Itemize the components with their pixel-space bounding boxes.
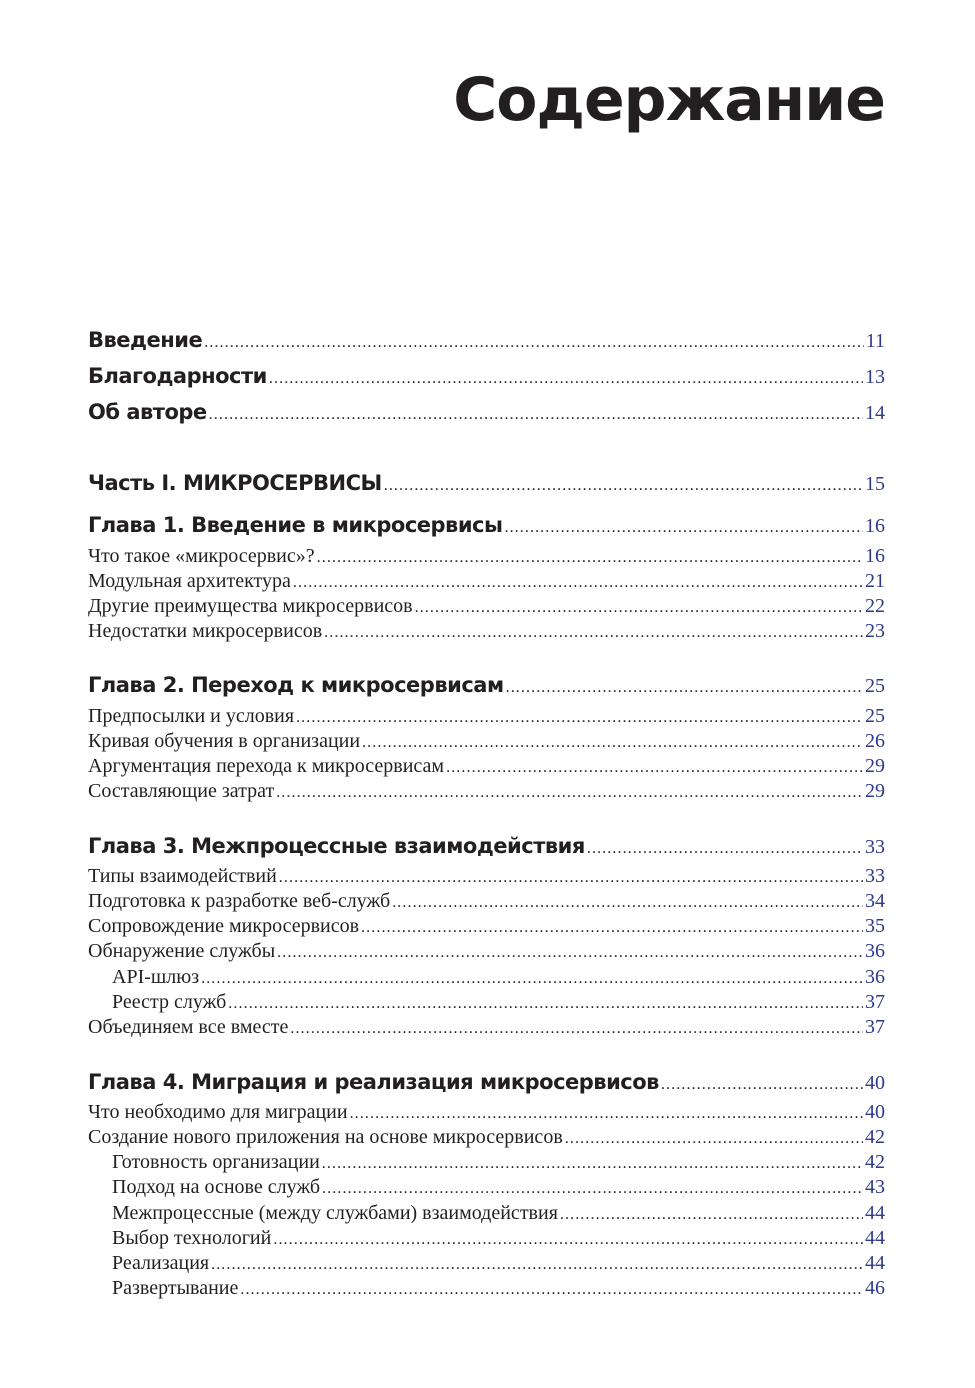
dot-leader (322, 1155, 863, 1173)
toc-entry-page: 16 (865, 515, 885, 537)
toc-subsection[interactable] (112, 991, 885, 1014)
toc-chapter-1[interactable] (88, 513, 885, 538)
toc-entry-title: Подход на основе служб (112, 1176, 321, 1198)
toc-entry-page: 29 (865, 780, 885, 802)
toc-entry-page: 23 (865, 620, 885, 642)
dot-leader (322, 1180, 863, 1198)
toc-entry-page: 37 (865, 991, 885, 1013)
toc-subsection[interactable] (112, 1176, 885, 1199)
toc-entry-page: 25 (865, 675, 885, 697)
toc-subsection[interactable] (112, 1277, 885, 1300)
toc-entry-page: 43 (865, 1176, 885, 1198)
toc-entry-page: 34 (865, 890, 885, 912)
toc-section[interactable] (88, 755, 885, 778)
dot-leader (446, 759, 863, 777)
toc-subsection[interactable] (112, 1227, 885, 1250)
toc-entry-page: 42 (865, 1151, 885, 1173)
toc-section[interactable] (88, 940, 885, 963)
toc-subsection[interactable] (112, 1252, 885, 1275)
dot-leader (290, 1020, 863, 1038)
toc-section[interactable] (88, 865, 885, 888)
toc-section[interactable] (88, 570, 885, 593)
toc-entry-page: 13 (865, 366, 885, 388)
toc-section[interactable] (88, 705, 885, 728)
dot-leader (279, 869, 863, 887)
toc-chapter-3[interactable] (88, 834, 885, 859)
dot-leader (277, 944, 863, 962)
toc-entry-page: 46 (865, 1277, 885, 1299)
toc-entry-title: Глава 3. Межпроцессные взаимодействия (88, 834, 585, 858)
toc-entry-title: Благодарности (88, 364, 267, 388)
dot-leader (506, 679, 863, 697)
toc-entry-page: 40 (865, 1072, 885, 1094)
dot-leader (661, 1076, 863, 1094)
toc-entry-page: 44 (865, 1202, 885, 1224)
toc-section[interactable] (88, 620, 885, 643)
toc-entry-page: 33 (865, 836, 885, 858)
toc-entry-title: Подготовка к разработке веб-служб (88, 890, 391, 912)
toc-entry-page: 36 (865, 940, 885, 962)
toc-entry-title: Глава 4. Миграция и реализация микросервисов (88, 1070, 659, 1094)
toc-entry-title: Создание нового приложения на основе микросервисов (88, 1126, 563, 1148)
toc-entry-title: Часть I. МИКРОСЕРВИСЫ (88, 471, 382, 495)
toc-entry-title: Реализация (112, 1252, 210, 1274)
page-title: Содержание (453, 65, 885, 135)
toc-subsection[interactable] (112, 1202, 885, 1225)
toc-entry-title: Аргументация перехода к микросервисам (88, 755, 445, 777)
dot-leader (361, 919, 863, 937)
dot-leader (276, 784, 863, 802)
dot-leader (273, 1231, 863, 1249)
dot-leader (293, 574, 863, 592)
toc-chapter-2[interactable] (88, 673, 885, 698)
toc-section[interactable] (88, 890, 885, 913)
toc-entry-title: Что такое «микросервис»? (88, 545, 315, 567)
dot-leader (324, 624, 863, 642)
dot-leader (201, 970, 863, 988)
dot-leader (209, 406, 863, 424)
toc-entry-title: Выбор технологий (112, 1227, 272, 1249)
toc-section[interactable] (88, 1016, 885, 1039)
toc-subsection[interactable] (112, 1151, 885, 1174)
toc-entry-page: 35 (865, 915, 885, 937)
toc-section[interactable] (88, 1126, 885, 1149)
toc-entry-title: Глава 1. Введение в микросервисы (88, 513, 503, 537)
dot-leader (269, 370, 863, 388)
toc-entry-title: Что необходимо для миграции (88, 1101, 348, 1123)
dot-leader (587, 840, 863, 858)
dot-leader (317, 549, 863, 567)
toc-entry-title: Готовность организации (112, 1151, 320, 1173)
toc-entry-title: Составляющие затрат (88, 780, 275, 802)
dot-leader (504, 519, 863, 537)
toc-entry-page: 42 (865, 1126, 885, 1148)
toc-entry-title: Модульная архитектура (88, 570, 291, 592)
dot-leader (362, 734, 863, 752)
dot-leader (565, 1130, 863, 1148)
toc-entry-title: Обнаружение службы (88, 940, 276, 962)
toc-entry-page: 15 (865, 473, 885, 495)
toc-section[interactable] (88, 780, 885, 803)
toc-part-1[interactable] (88, 471, 885, 496)
toc-entry-page: 21 (865, 570, 885, 592)
toc-entry-title: Об авторе (88, 400, 207, 424)
toc-entry-page: 40 (865, 1101, 885, 1123)
dot-leader (560, 1206, 863, 1224)
dot-leader (228, 995, 863, 1013)
toc-section[interactable] (88, 545, 885, 568)
toc-entry-page: 44 (865, 1252, 885, 1274)
toc-entry-title: Кривая обучения в организации (88, 730, 361, 752)
toc-entry-about-author[interactable] (88, 400, 885, 425)
toc-entry-acknowledgements[interactable] (88, 364, 885, 389)
toc-entry-title: Недостатки микросервисов (88, 620, 323, 642)
toc-entry-page: 11 (865, 330, 885, 352)
toc-entry-page: 37 (865, 1016, 885, 1038)
toc-section[interactable] (88, 915, 885, 938)
toc-entry-title: Введение (88, 328, 203, 352)
toc-entry-page: 26 (865, 730, 885, 752)
toc-entry-page: 36 (865, 966, 885, 988)
toc-entry-title: Реестр служб (112, 991, 227, 1013)
toc-entry-title: Межпроцессные (между службами) взаимодействия (112, 1202, 558, 1224)
toc-entry-title: Типы взаимодействий (88, 865, 277, 887)
toc-entry-title: Глава 2. Переход к микросервисам (88, 673, 504, 697)
toc-entry-page: 33 (865, 865, 885, 887)
dot-leader (392, 894, 863, 912)
toc-entry-page: 14 (865, 402, 885, 424)
toc-subsection[interactable] (112, 966, 885, 989)
dot-leader (211, 1256, 863, 1274)
toc-section[interactable] (88, 730, 885, 753)
toc-entry-title: API-шлюз (112, 966, 200, 988)
toc-entry-introduction[interactable] (88, 328, 885, 353)
toc-section[interactable] (88, 1101, 885, 1124)
toc-entry-title: Другие преимущества микросервисов (88, 595, 413, 617)
toc-section[interactable] (88, 595, 885, 618)
toc-entry-page: 44 (865, 1227, 885, 1249)
dot-leader (296, 709, 863, 727)
toc-entry-title: Объединяем все вместе (88, 1016, 289, 1038)
toc-entry-page: 29 (865, 755, 885, 777)
toc-chapter-4[interactable] (88, 1070, 885, 1095)
toc-entry-title: Сопровождение микросервисов (88, 915, 360, 937)
toc-entry-page: 25 (865, 705, 885, 727)
toc-entry-title: Развертывание (112, 1277, 239, 1299)
dot-leader (350, 1105, 863, 1123)
toc-entry-title: Предпосылки и условия (88, 705, 295, 727)
dot-leader (240, 1281, 863, 1299)
toc-entry-page: 16 (865, 545, 885, 567)
dot-leader (415, 599, 863, 617)
dot-leader (384, 477, 863, 495)
dot-leader (204, 334, 864, 352)
toc-entry-page: 22 (865, 595, 885, 617)
